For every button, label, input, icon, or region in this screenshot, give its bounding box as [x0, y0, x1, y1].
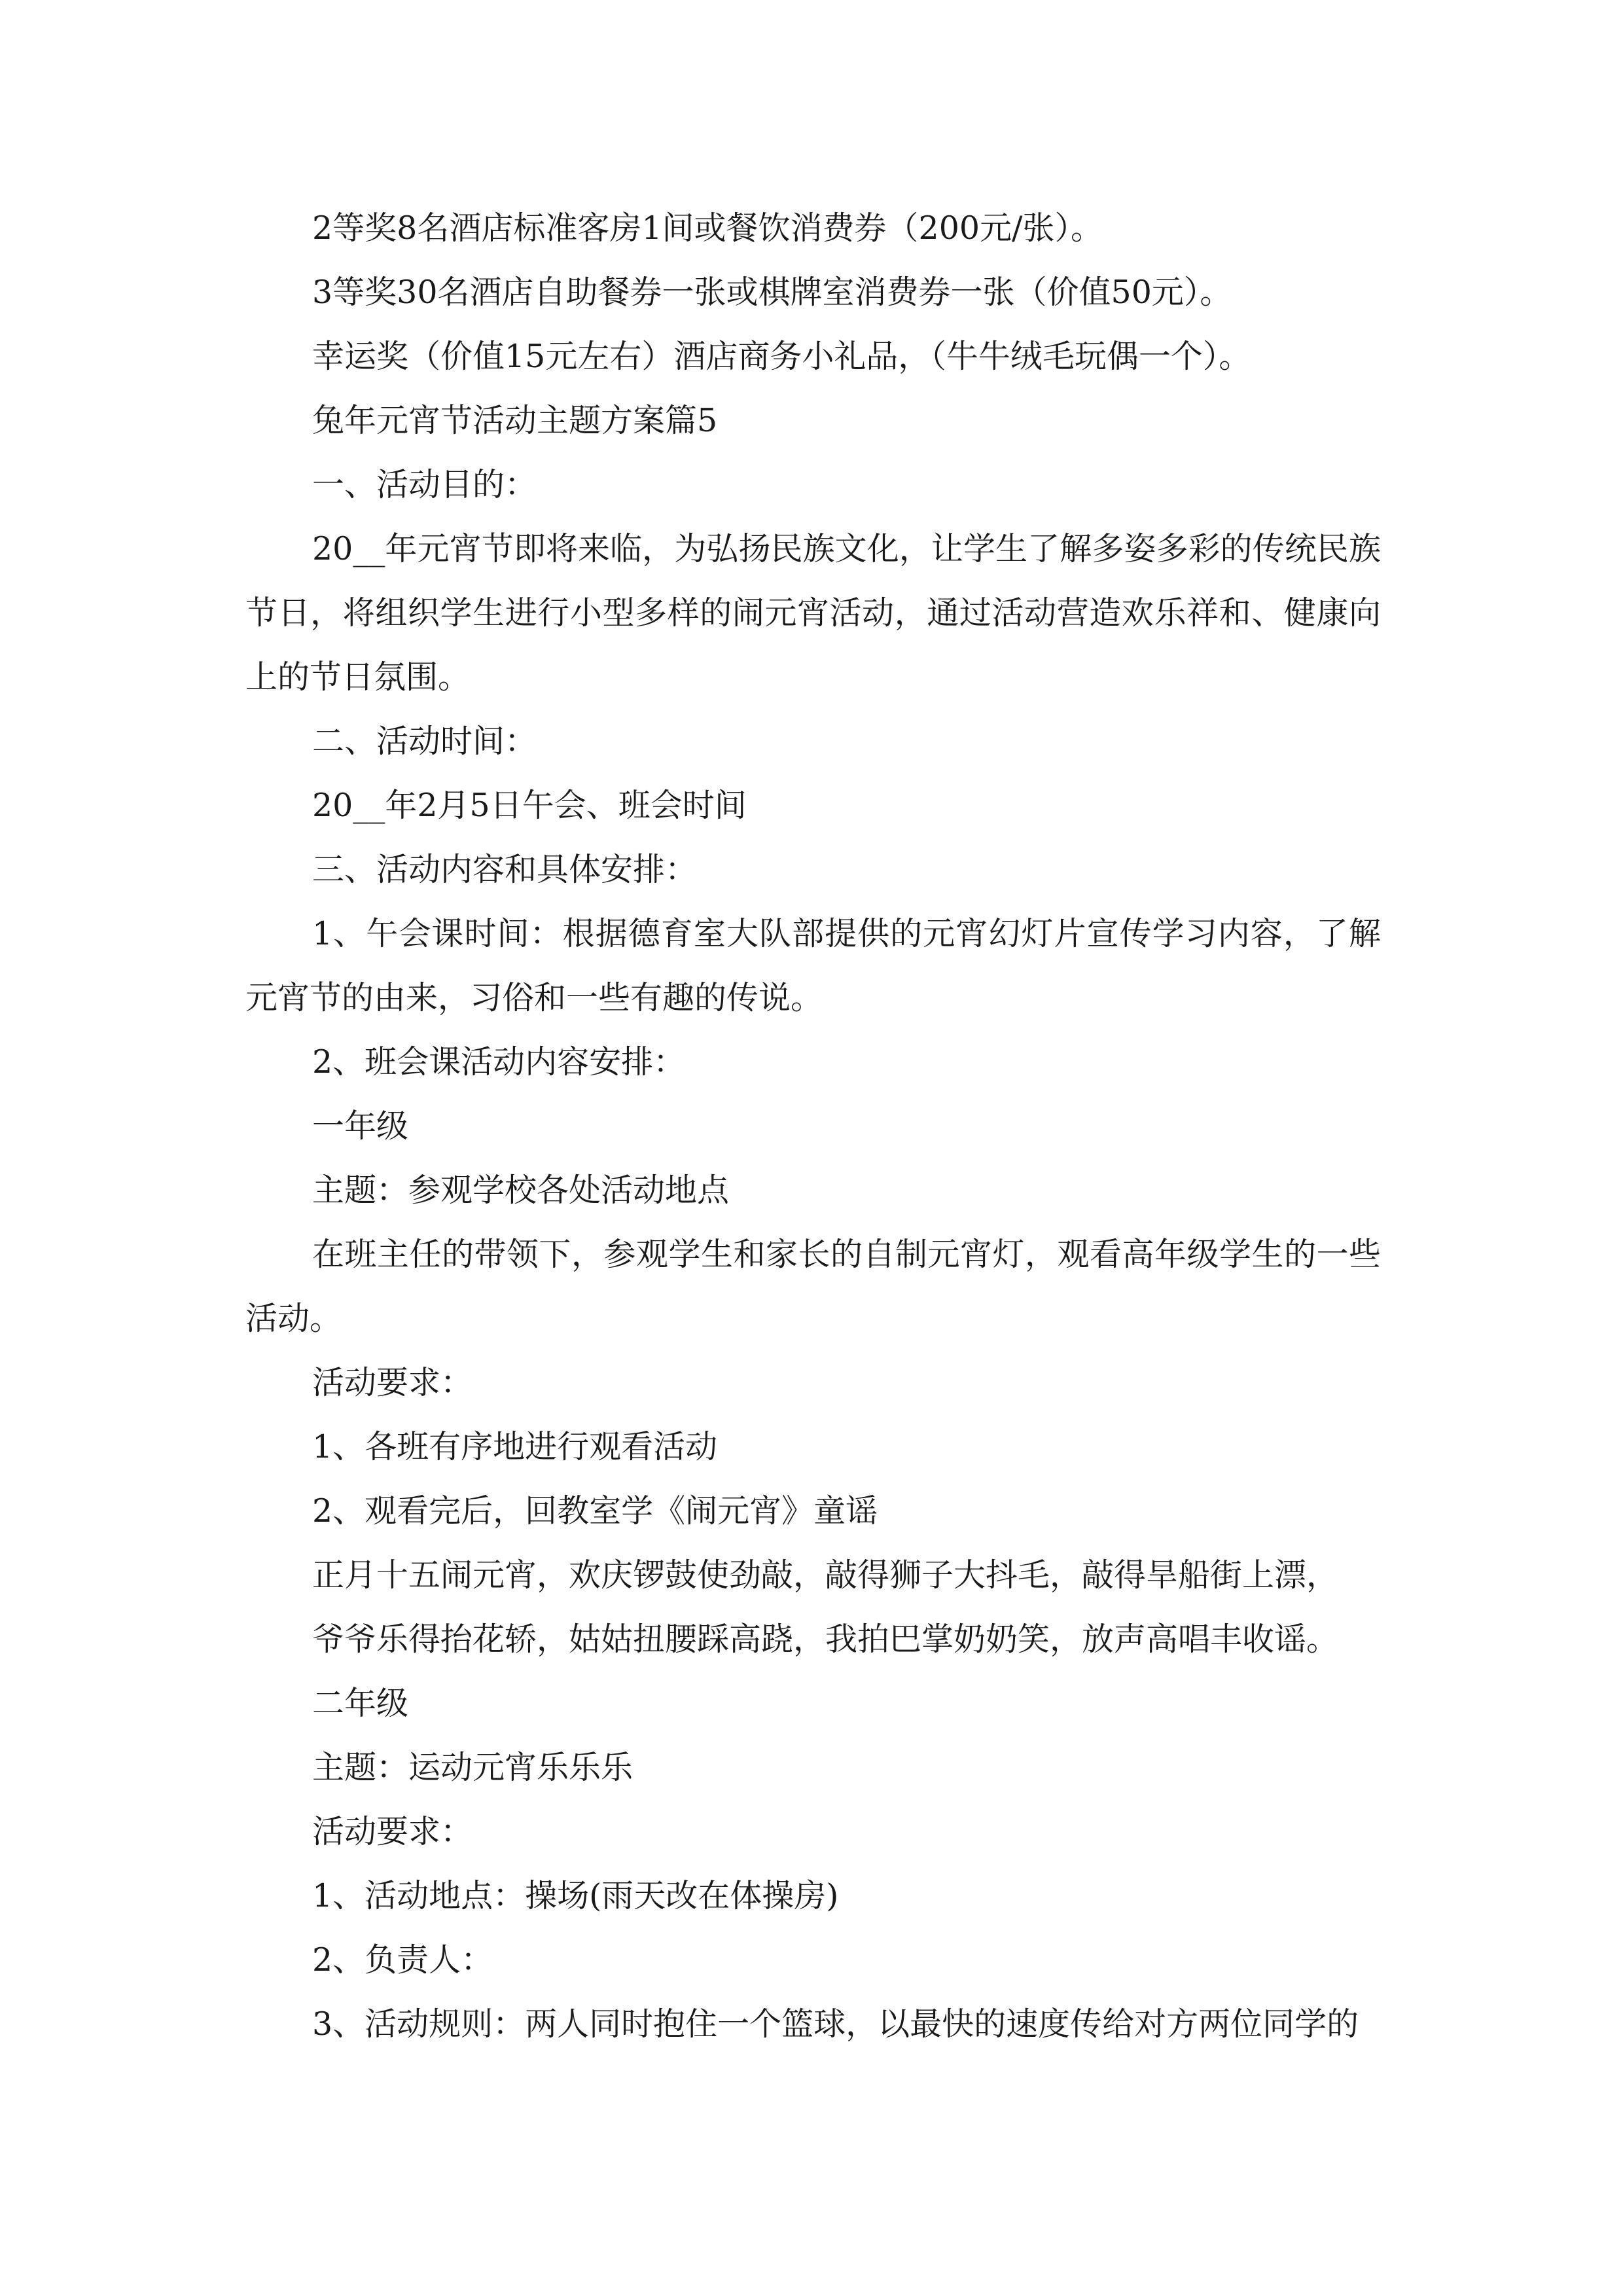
list-item: 2、观看完后，回教室学《闹元宵》童谣	[312, 1492, 878, 1530]
heading-content: 三、活动内容和具体安排：	[312, 851, 698, 888]
list-item: 1、活动地点：操场(雨天改在体操房)	[312, 1877, 839, 1914]
section-title: 兔年元宵节活动主题方案篇5	[312, 402, 718, 439]
paragraph-grade-two-theme: 主题：运动元宵乐乐乐	[312, 1749, 633, 1786]
paragraph-third-prize: 3等奖30名酒店自助餐券一张或棋牌室消费券一张（价值50元）。	[312, 274, 1232, 311]
paragraph-noon-class: 1、午会课时间：根据德育室大队部提供的元宵幻灯片宣传学习内容，了解元宵节的由来，习俗和一些有趣的传说。	[245, 915, 1381, 1016]
paragraph-time: 20__年2月5日午会、班会时间	[312, 787, 747, 824]
paragraph-grade-one-theme: 主题：参观学校各处活动地点	[312, 1172, 730, 1209]
list-item: 1、各班有序地进行观看活动	[312, 1428, 718, 1465]
heading-purpose: 一、活动目的：	[312, 466, 537, 503]
list-item: 2、负责人：	[312, 1941, 493, 1979]
rhyme-line: 爷爷乐得抬花轿，姑姑扭腰踩高跷，我拍巴掌奶奶笑，放声高唱丰收谣。	[312, 1621, 1339, 1658]
heading-grade-one: 一年级	[312, 1107, 409, 1145]
paragraph-purpose: 20__年元宵节即将来临，为弘扬民族文化，让学生了解多姿多彩的传统民族节日，将组织学生进行小型多样的闹元宵活动，通过活动营造欢乐祥和、健康向上的节日氛围。	[245, 530, 1381, 696]
paragraph-grade-one-activity: 在班主任的带领下，参观学生和家长的自制元宵灯，观看高年级学生的一些活动。	[245, 1236, 1381, 1337]
heading-requirements-two: 活动要求：	[312, 1813, 473, 1850]
heading-grade-two: 二年级	[312, 1685, 409, 1722]
paragraph-lucky-prize: 幸运奖（价值15元左右）酒店商务小礼品，（牛牛绒毛玩偶一个）。	[312, 338, 1251, 375]
paragraph-second-prize: 2等奖8名酒店标准客房1间或餐饮消费券（200元/张）。	[312, 209, 1103, 247]
heading-requirements-one: 活动要求：	[312, 1364, 473, 1401]
rhyme-line: 正月十五闹元宵，欢庆锣鼓使劲敲，敲得狮子大抖毛，敲得旱船街上漂，	[312, 1556, 1339, 1594]
paragraph-class-meeting: 2、班会课活动内容安排：	[312, 1043, 686, 1081]
heading-time: 二、活动时间：	[312, 723, 537, 760]
list-item: 3、活动规则：两人同时抱住一个篮球，以最快的速度传给对方两位同学的	[312, 2005, 1359, 2043]
document-body	[245, 196, 1381, 2056]
